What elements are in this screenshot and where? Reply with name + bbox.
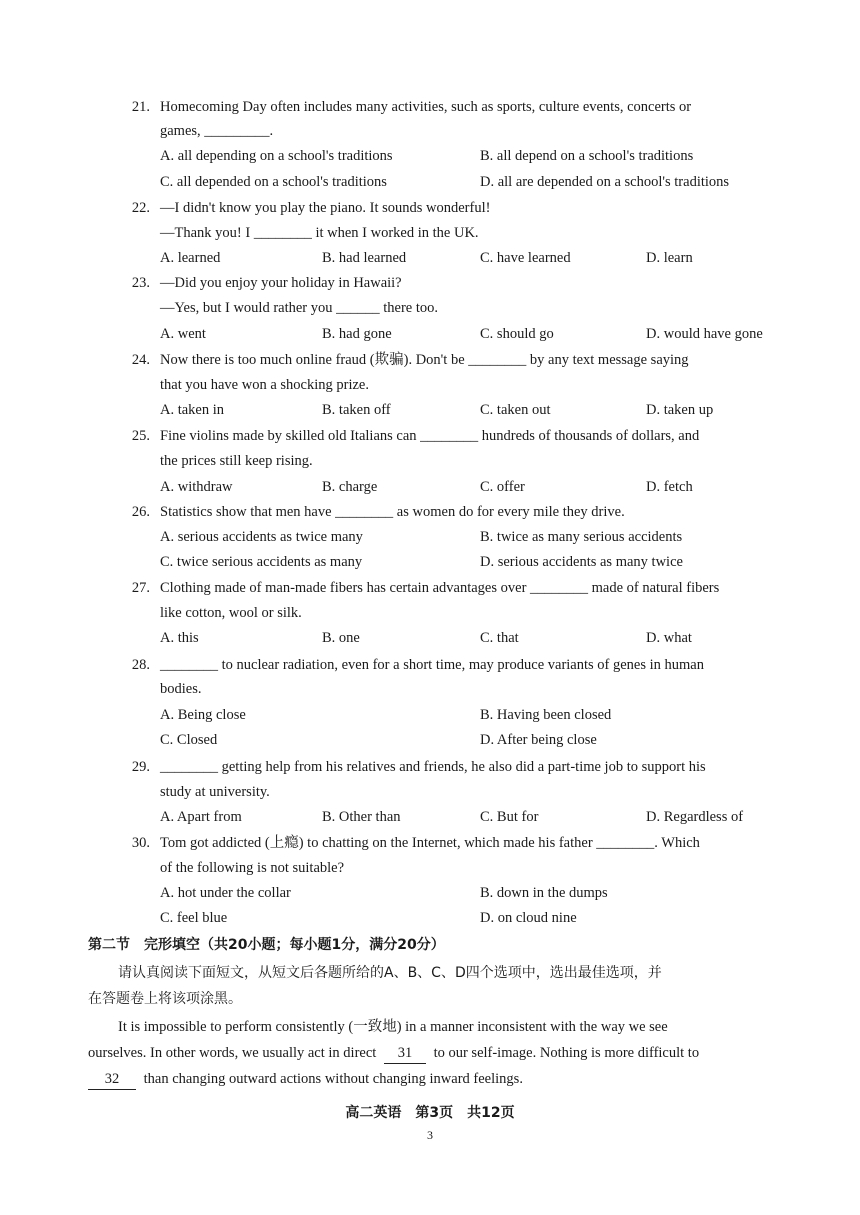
option-c: C. all depended on a school's traditions	[160, 174, 387, 190]
question-stem: —Thank you! I ________ it when I worked in the UK.	[160, 225, 479, 241]
option-b: B. had gone	[322, 326, 392, 342]
question-stem: games, _________.	[160, 123, 274, 139]
option-d: D. taken up	[646, 402, 714, 418]
option-b: B. Other than	[322, 809, 401, 825]
question-number: 23.	[131, 275, 150, 291]
option-b: B. charge	[322, 479, 378, 495]
option-b: B. twice as many serious accidents	[480, 529, 683, 545]
option-d: D. fetch	[646, 479, 693, 495]
option-a: A. hot under the collar	[160, 885, 291, 901]
option-b: B. one	[322, 630, 360, 646]
option-a: A. withdraw	[160, 479, 233, 495]
option-d: D. on cloud nine	[480, 910, 577, 926]
question-number: 28.	[131, 657, 150, 673]
question-stem: —Did you enjoy your holiday in Hawaii?	[160, 275, 402, 291]
option-c: C. twice serious accidents as many	[160, 554, 363, 570]
option-c: C. But for	[480, 809, 539, 825]
option-b: B. Having been closed	[480, 707, 612, 723]
passage-line	[88, 1069, 523, 1090]
option-a: A. learned	[160, 250, 221, 266]
question-stem: —Yes, but I would rather you ______ there too.	[160, 300, 439, 316]
option-a: A. Apart from	[160, 809, 242, 825]
page-number: 3	[427, 1128, 433, 1142]
option-d: D. Regardless of	[646, 809, 744, 825]
option-c: C. that	[480, 630, 519, 646]
section-heading: 第二节 完形填空（共20小题；每小题1分，满分20分）	[88, 937, 445, 953]
option-c: C. feel blue	[160, 910, 228, 926]
option-c: C. taken out	[480, 402, 551, 418]
option-a: A. went	[160, 326, 206, 342]
option-d: D. what	[646, 630, 692, 646]
option-c: C. have learned	[480, 250, 571, 266]
blank-32: 32	[88, 1069, 136, 1090]
question-number: 21.	[131, 99, 150, 115]
passage-text: to our self-image. Nothing is more difficult to	[433, 1045, 700, 1061]
question-stem: that you have won a shocking prize.	[160, 377, 369, 393]
question-stem: ________ getting help from his relatives and friends, he also did a part-time job to support his	[160, 759, 706, 775]
option-d: D. After being close	[480, 732, 597, 748]
question-stem: Tom got addicted (上瘾) to chatting on the Internet, which made his father ________. Which	[160, 835, 700, 851]
option-d: D. learn	[646, 250, 693, 266]
passage-line	[88, 1043, 699, 1064]
question-number: 24.	[131, 352, 150, 368]
option-c: C. Closed	[160, 732, 218, 748]
question-stem: Statistics show that men have ________ as women do for every mile they drive.	[160, 504, 625, 520]
option-b: B. all depend on a school's traditions	[480, 148, 694, 164]
passage-text: ourselves. In other words, we usually act in direct	[88, 1045, 377, 1061]
option-c: C. should go	[480, 326, 554, 342]
option-b: B. down in the dumps	[480, 885, 608, 901]
option-a: A. this	[160, 630, 199, 646]
question-number: 30.	[131, 835, 150, 851]
question-stem: of the following is not suitable?	[160, 860, 345, 876]
question-stem: bodies.	[160, 681, 202, 697]
blank-31: 31	[384, 1043, 426, 1064]
question-stem: Now there is too much online fraud (欺骗). Don't be ________ by any text message saying	[160, 352, 689, 368]
question-number: 25.	[131, 428, 150, 444]
question-stem: study at university.	[160, 784, 270, 800]
question-stem: the prices still keep rising.	[160, 453, 313, 469]
option-a: A. all depending on a school's traditions	[160, 148, 393, 164]
option-d: D. all are depended on a school's traditions	[480, 174, 730, 190]
question-stem: Clothing made of man-made fibers has certain advantages over ________ made of natural fibers	[160, 580, 720, 596]
page-footer: 高二英语 第3页 共12页	[345, 1105, 515, 1121]
option-d: D. would have gone	[646, 326, 763, 342]
option-a: A. Being close	[160, 707, 246, 723]
passage-line: It is impossible to perform consistently (一致地) in a manner inconsistent with the way we see	[118, 1019, 668, 1035]
option-b: B. had learned	[322, 250, 407, 266]
question-number: 27.	[131, 580, 150, 596]
option-a: A. serious accidents as twice many	[160, 529, 363, 545]
question-stem: like cotton, wool or silk.	[160, 605, 302, 621]
question-stem: Fine violins made by skilled old Italians can ________ hundreds of thousands of dollars, and	[160, 428, 700, 444]
option-b: B. taken off	[322, 402, 391, 418]
question-number: 29.	[131, 759, 150, 775]
option-c: C. offer	[480, 479, 525, 495]
option-a: A. taken in	[160, 402, 225, 418]
question-number: 26.	[131, 504, 150, 520]
question-number: 22.	[131, 200, 150, 216]
question-stem: —I didn't know you play the piano. It sounds wonderful!	[160, 200, 491, 216]
option-d: D. serious accidents as many twice	[480, 554, 683, 570]
passage-text: than changing outward actions without changing inward feelings.	[143, 1071, 523, 1087]
section-instruction: 在答题卷上将该项涂黑。	[88, 991, 242, 1007]
section-instruction: 请认真阅读下面短文，从短文后各题所给的A、B、C、D四个选项中，选出最佳选项，并	[118, 965, 662, 981]
question-stem: ________ to nuclear radiation, even for a short time, may produce variants of genes in human	[160, 657, 704, 673]
question-stem: Homecoming Day often includes many activities, such as sports, culture events, concerts or	[160, 99, 692, 115]
